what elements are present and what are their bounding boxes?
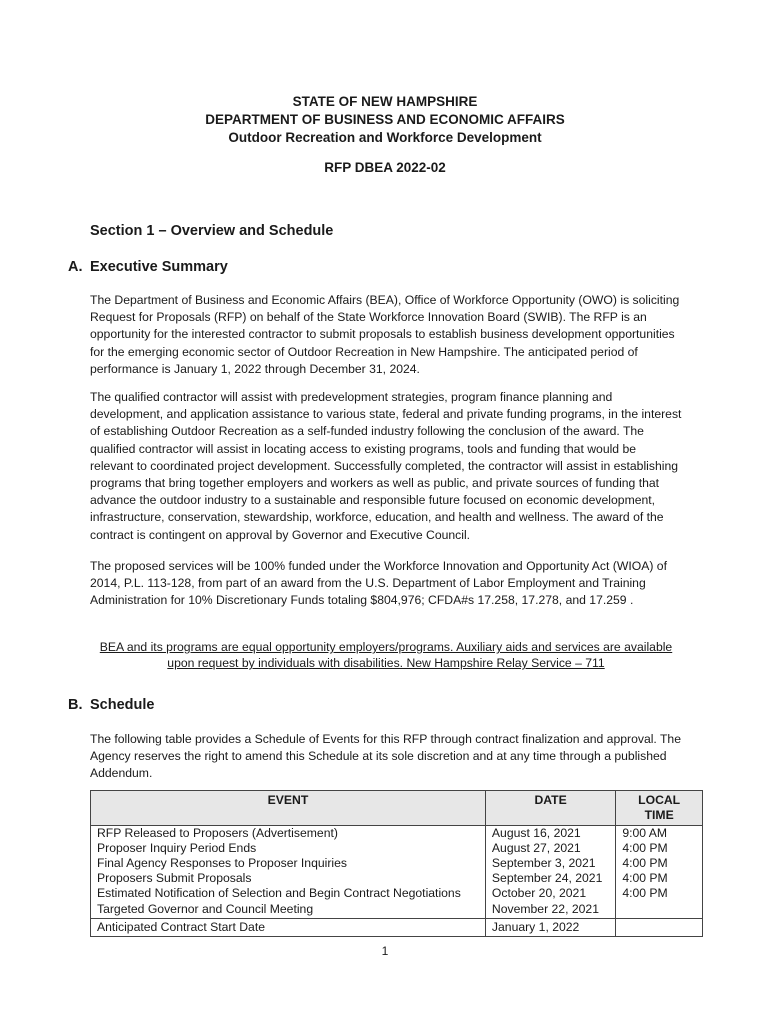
date-cell: September 3, 2021 [485,856,615,871]
subsection-letter: B. [68,697,83,713]
executive-summary-heading [68,259,228,275]
event-cell: Estimated Notification of Selection and Begin Contract Negotiations [91,886,486,901]
event-cell: Anticipated Contract Start Date [91,919,486,937]
table-row [91,901,703,919]
event-cell: Proposers Submit Proposals [91,871,486,886]
header-program: Outdoor Recreation and Workforce Development [228,130,542,145]
table-row [91,856,703,871]
summary-paragraph-3: The proposed services will be 100% funded under the Workforce Innovation and Opportunity Act (WIOA) of 2014, P.L. 113-128, from part of an award from the U.S. Department of Labor Employment and Training Administration for 10% Discretionary Funds totaling $804,976; CFDA#s 17.258, 17.278, and 17.259 . [90,559,667,608]
date-cell: September 24, 2021 [485,871,615,886]
event-cell: Proposer Inquiry Period Ends [91,841,486,856]
summary-paragraph-2: The qualified contractor will assist with predevelopment strategies, program finance planning and development, and application assistance to various state, federal and private funding programs, in the interest of establishing Outdoor Recreation as a self-funded industry following the conclusion of the award. The qualified contractor will assist in locating access to existing programs, tools and funding that would be relevant to coordinated project development. Successfully completed, the contractor will assist in establishing programs that bring together employers and workers as well as public, and private sources of funding that advance the outdoor industry to a sustainable and responsible future focused on economic development, infrastructure, conservation, stewardship, workforce, education, and health and wellness. The award of the contract is contingent on approval by Governor and Executive Council. [90,390,682,542]
header-state: STATE OF NEW HAMPSHIRE [292,94,478,109]
date-cell: August 16, 2021 [485,826,615,842]
time-header: LOCAL TIME [616,791,703,826]
page-number: 1 [381,944,389,958]
date-cell: August 27, 2021 [485,841,615,856]
event-cell: RFP Released to Proposers (Advertisement) [91,826,486,842]
time-cell: 9:00 AM [616,826,703,842]
header-department: DEPARTMENT OF BUSINESS AND ECONOMIC AFFAIRS [205,112,565,127]
date-cell: October 20, 2021 [485,886,615,901]
event-header: EVENT [91,791,486,826]
schedule-table [90,790,703,937]
section-title: Section 1 – Overview and Schedule [90,223,334,239]
date-header: DATE [485,791,615,826]
rfp-number: RFP DBEA 2022-02 [324,160,446,175]
date-cell: November 22, 2021 [485,901,615,919]
time-cell [616,901,703,919]
subsection-title: Schedule [90,697,155,713]
subsection-letter: A. [68,259,83,275]
time-cell: 4:00 PM [616,886,703,901]
time-cell: 4:00 PM [616,856,703,871]
time-cell: 4:00 PM [616,841,703,856]
date-cell: January 1, 2022 [485,919,615,937]
table-row [91,919,703,937]
table-row [91,841,703,856]
table-header-row [91,791,703,826]
table-row [91,826,703,842]
event-cell: Targeted Governor and Council Meeting [91,901,486,919]
subsection-title: Executive Summary [90,259,228,275]
table-row [91,871,703,886]
time-cell [616,919,703,937]
schedule-intro: The following table provides a Schedule of Events for this RFP through contract finalization and approval. The Agency reserves the right to amend this Schedule at its sole discretion and at any time through a published Addendum. [90,732,681,781]
time-cell: 4:00 PM [616,871,703,886]
equal-opportunity-notice: BEA and its programs are equal opportunity employers/programs. Auxiliary aids and services are available upon request by individuals with disabilities. New Hampshire Relay Service – 711 [99,640,673,670]
schedule-heading [68,697,154,713]
table-row [91,886,703,901]
summary-paragraph-1: The Department of Business and Economic Affairs (BEA), Office of Workforce Opportunity (OWO) is soliciting Request for Proposals (RFP) on behalf of the State Workforce Innovation Board (SWIB). The RFP is an opportunity for the interested contractor to submit proposals to establish business development opportunities for the emerging economic sector of Outdoor Recreation in New Hampshire. The anticipated period of performance is January 1, 2022 through December 31, 2024. [90,293,680,376]
event-cell: Final Agency Responses to Proposer Inquiries [91,856,486,871]
